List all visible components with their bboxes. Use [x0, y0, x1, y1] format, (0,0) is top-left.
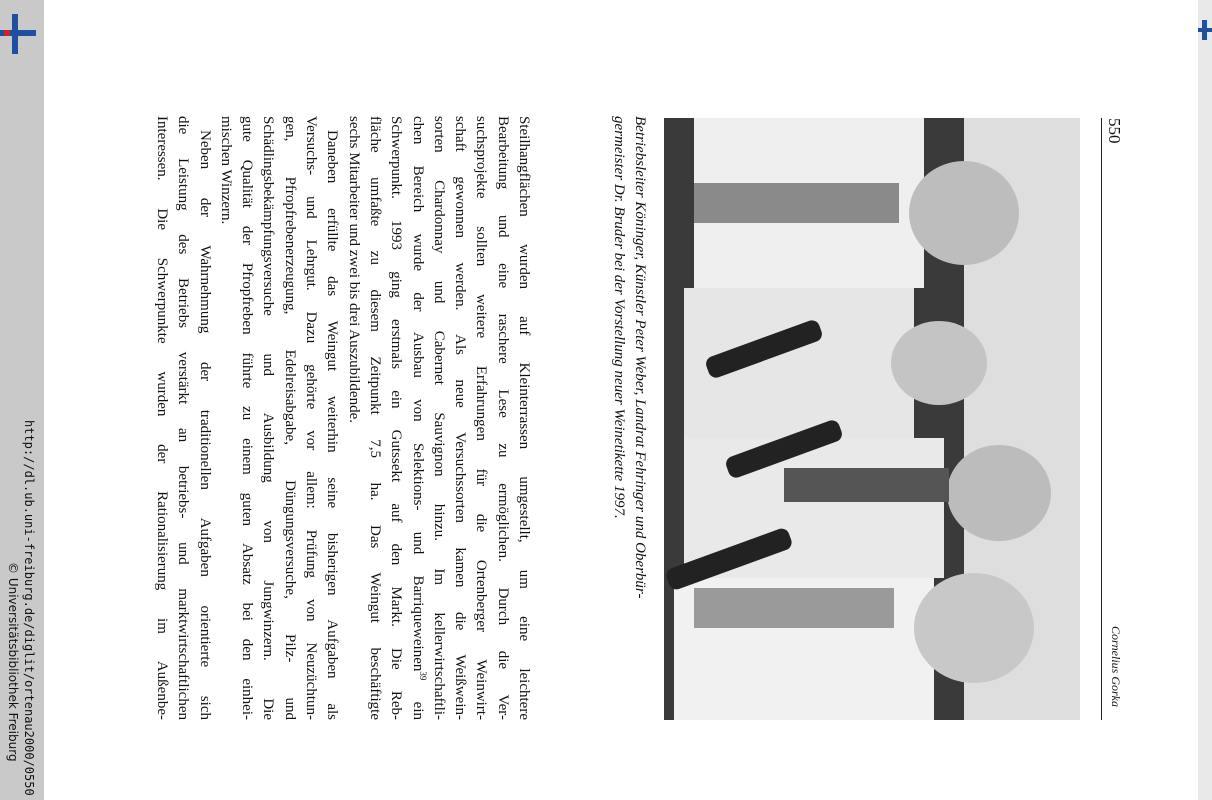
body-line: Neben der Wahrnehmung der traditionellen Aufgaben orientierte sich [196, 130, 213, 720]
body-line: fläche umfaßte zu diesem Zeitpunkt 7,5 ha. Das Weingut beschäftigte [366, 116, 383, 720]
header-rule [1101, 118, 1102, 720]
body-line: Steilhangflächen wurden auf Kleinterrassen umgestellt, um eine leichtere [516, 116, 532, 720]
running-head-author: Cornelius Gorka [1109, 626, 1123, 707]
body-line: sorten Chardonnay und Cabernet Sauvignon hinzu. Im kellerwirtschaftli- [430, 116, 447, 720]
library-logo-icon-right [1198, 20, 1212, 40]
body-line: gen, Pfropfrebenerzeugung, Edelreisabgabe, Düngungsversuche, Pilz- und [281, 116, 298, 720]
photograph-drawing [664, 118, 1080, 720]
body-text [151, 116, 534, 720]
body-line: gute Qualität der Pfropfreben führte zu einem guten Absatz bei den einhei- [239, 116, 256, 720]
footnote-marker[interactable]: 39 [417, 671, 428, 681]
scanner-margin-right [1198, 0, 1212, 800]
body-line: Bearbeitung und eine raschere Lese zu ermöglichen. Durch die Ver- [494, 116, 511, 720]
caption-line: Betriebsleiter Köninger, Künstler Peter Weber, Landrat Fehringer und Oberbür- [632, 116, 648, 599]
body-line: sechs Mitarbeiter und zwei bis drei Auszubildende. [345, 116, 362, 424]
body-line: Daneben erfüllte das Weingut weiterhin seine bisherigen Aufgaben als [324, 130, 341, 720]
body-line: Versuchs- und Lehrgut. Dazu gehörte vor allem: Prüfung von Neuzüchtun- [303, 116, 320, 720]
body-line: Schädlingsbekämpfungsversuche und Ausbildung von Jungwinzern. Die [260, 116, 277, 720]
body-line: suchsprojekte sollten weitere Erfahrungen für die Ortenberger Weinwirt- [473, 116, 490, 720]
footer-url[interactable]: http://dl.ub.uni-freiburg.de/diglit/ortenau2000/0550 [22, 420, 36, 796]
body-line: Schwerpunkt. 1993 ging erstmals ein Gutssekt auf den Markt. Die Reb- [388, 116, 405, 720]
body-line: die Leistung des Betriebs verstärkt an betriebs- und marktwirtschaftlichen [175, 116, 192, 720]
footer-copyright: © Universitätsbibliothek Freiburg [6, 562, 20, 762]
body-line: mischen Winzern. [217, 116, 234, 225]
body-line: chen Bereich wurde der Ausbau von Selektions- und Barriqueweinen$^{39}$ ein [409, 116, 428, 720]
caption-line: germeister Dr. Bruder bei der Vorstellung neuer Weinetikette 1997. [611, 116, 627, 519]
photo-caption [608, 116, 650, 720]
library-logo-icon [0, 14, 40, 54]
photograph [664, 118, 1080, 720]
page-number: 550 [1105, 118, 1124, 144]
body-line: Interessen. Die Schwerpunkte wurden der Rationalisierung im Außenbe- [153, 116, 170, 720]
body-line: schaft gewonnen werden. Als neue Versuchssorten kamen die Weißwein- [452, 116, 469, 720]
